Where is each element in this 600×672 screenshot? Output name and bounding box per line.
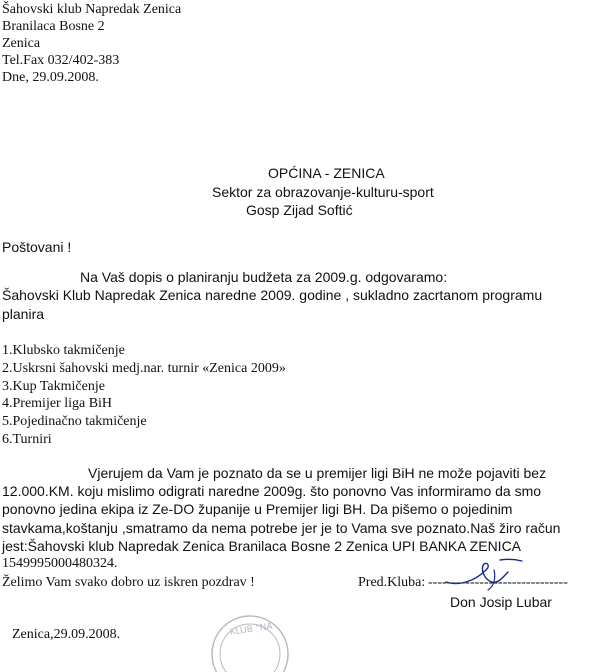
signature-dashes: ------------------------------ bbox=[428, 575, 568, 590]
body-line-3: ponovno jedina ekipa iz Ze-DO županije u Premijer ligi BH. Da pišemo o pojedinim bbox=[2, 501, 513, 517]
list-item: 2.Uskrsni šahovski medj.nar. turnir «Zenica 2009» bbox=[2, 361, 286, 376]
body-line-2: 12.000.KM. koju mislimo odigrati naredne 2009g. što ponovno Vas informiramo da smo bbox=[2, 483, 542, 499]
body-line-4: stavkama,koštanju ,smatramo da nema potrebe jer je to Vama sve poznato.Naš žiro račun bbox=[2, 520, 561, 536]
footer-date: Zenica,29.09.2008. bbox=[12, 627, 121, 642]
intro-line-1: Na Vaš dopis o planiranju budžeta za 2009.g. odgovaramo: bbox=[80, 269, 448, 285]
signatory-name: Don Josip Lubar bbox=[450, 594, 552, 610]
body-line-5: jest:Šahovski klub Napredak Zenica Branilaca Bosne 2 Zenica UPI BANKA ZENICA bbox=[2, 538, 522, 554]
greeting: Poštovani ! bbox=[2, 239, 72, 255]
recipient-line-1: OPĆINA - ZENICA bbox=[268, 165, 385, 181]
recipient-line-2: Sektor za obrazovanje-kulturu-sport bbox=[212, 184, 434, 200]
sender-street: Branilaca Bosne 2 bbox=[2, 19, 105, 34]
closing-line: Želimo Vam svako dobro uz iskren pozdrav ! bbox=[2, 575, 255, 590]
handwritten-signature bbox=[440, 556, 530, 594]
intro-line-2: Šahovski Klub Napredak Zenica naredne 2009. godine , sukladno zacrtanom programu bbox=[2, 287, 543, 303]
list-item: 1.Klubsko takmičenje bbox=[2, 343, 125, 358]
signature-label: Pred.Kluba: bbox=[358, 575, 426, 590]
sender-name: Šahovski klub Napredak Zenica bbox=[2, 2, 182, 17]
list-item: 5.Pojedinačno takmičenje bbox=[2, 414, 147, 429]
sender-date: Dne, 29.09.2008. bbox=[2, 70, 99, 85]
recipient-line-3: Gosp Zijad Softić bbox=[246, 202, 353, 218]
sender-phone: Tel.Fax 032/402-383 bbox=[2, 53, 120, 68]
svg-text:KLUB "NA: KLUB "NA bbox=[229, 621, 274, 638]
body-line-1: Vjerujem da Vam je poznato da se u premijer ligi BiH ne može pojaviti bez bbox=[88, 465, 547, 481]
intro-line-3: planira bbox=[2, 306, 45, 322]
list-item: 3.Kup Takmičenje bbox=[2, 379, 105, 394]
list-item: 6.Turniri bbox=[2, 432, 52, 447]
account-number: 1549995000480324. bbox=[2, 556, 118, 571]
list-item: 4.Premijer liga BiH bbox=[2, 396, 113, 411]
club-stamp bbox=[208, 612, 292, 672]
sender-city: Zenica bbox=[2, 36, 41, 51]
